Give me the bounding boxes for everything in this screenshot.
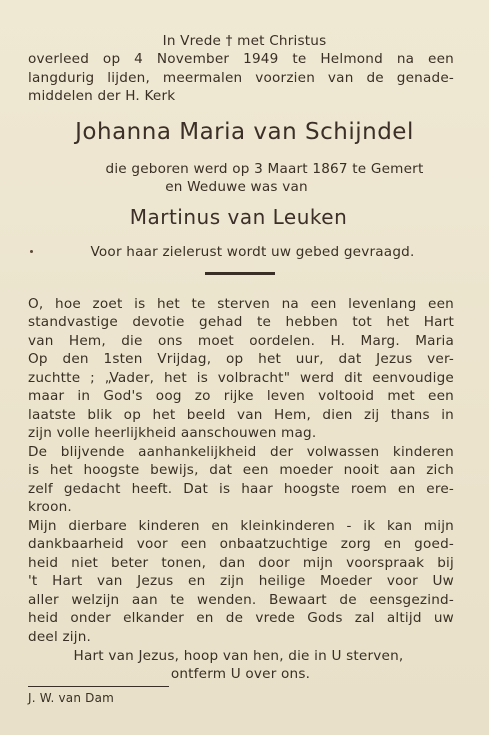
body-line: deel zijn.: [28, 629, 92, 645]
body-line: laatste blik op het beeld van Hem, dien zij thans in: [28, 407, 454, 423]
body-line: zuchtte ; „Vader, het is volbracht" werd dit eenvoudige: [28, 370, 454, 386]
body-line: Op den 1sten Vrijdag, op het uur, dat Jezus ver-: [28, 351, 454, 367]
body-line: zijn volle heerlijkheid aanschouwen mag.: [28, 425, 317, 441]
body-line: Mijn dierbare kinderen en kleinkinderen - ik kan mijn: [28, 518, 454, 534]
closing-prayer-1: Hart van Jezus, hoop van hen, die in U sterven,: [73, 648, 404, 664]
body-line: maar in God's oog zo rijke leven voltooid met een: [28, 388, 454, 404]
closing-prayer-2: ontferm U over ons.: [170, 666, 311, 682]
printer-rule: [28, 686, 169, 687]
body-line: aller welzijn aan te wenden. Bewaart de eensgezind-: [28, 592, 454, 608]
header-line-death: overleed op 4 November 1949 te Helmond na een: [28, 51, 454, 67]
body-line: is het hoogste bewijs, dat een moeder nooit aan zich: [28, 462, 454, 478]
body-line: van Hem, die ons moet oordelen. H. Marg. Maria: [28, 333, 454, 349]
body-line: heid niet beter tonen, dan door mijn voorspraak bij: [28, 555, 454, 571]
body-line: 't Hart van Jezus en zijn heilige Moeder voor Uw: [28, 573, 454, 589]
body-line: standvastige devotie gehad te hebben tot het Hart: [28, 314, 454, 330]
birth-line: die geboren werd op 3 Maart 1867 te Gemert: [105, 161, 424, 177]
header-line-suffering: langdurig lijden, meermalen voorzien van de genade-: [28, 70, 454, 86]
body-line: O, hoe zoet is het te sterven na een levenlang een: [28, 296, 454, 312]
printer-name: J. W. van Dam: [28, 691, 115, 705]
deceased-name: Johanna Maria van Schijndel: [75, 119, 414, 145]
body-line: zelf gedacht heeft. Dat is haar hoogste roem en ere-: [28, 481, 454, 497]
widow-line: en Weduwe was van: [165, 179, 308, 195]
header-line-faith: In Vrede † met Christus: [162, 33, 327, 49]
body-line: heid onder elkander en de vrede Gods zal altijd uw: [28, 610, 454, 626]
spouse-name: Martinus van Leuken: [129, 205, 348, 229]
body-line: kroon.: [28, 499, 72, 515]
body-line: De blijvende aanhankelijkheid der volwassen kinderen: [28, 444, 454, 460]
divider: [205, 272, 275, 275]
prayer-request: Voor haar zielerust wordt uw gebed gevraagd.: [90, 244, 415, 260]
header-line-sacraments: middelen der H. Kerk: [28, 88, 176, 104]
body-line: dankbaarheid voor een onbaatzuchtige zorg en goed-: [28, 536, 454, 552]
